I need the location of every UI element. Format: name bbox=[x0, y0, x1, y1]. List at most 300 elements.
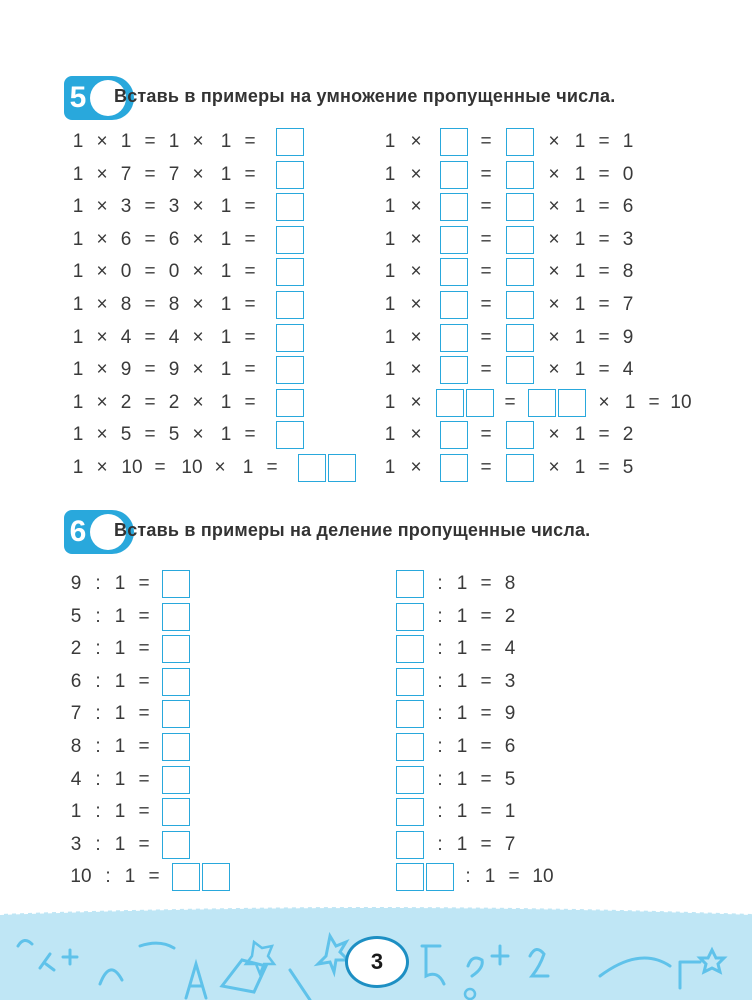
number: 2 bbox=[504, 605, 516, 627]
missing-factor-box[interactable] bbox=[440, 454, 468, 482]
equals-sign: = bbox=[648, 391, 660, 413]
number: 6 bbox=[120, 228, 132, 250]
equals-sign: = bbox=[598, 457, 610, 478]
number: 1 bbox=[574, 196, 586, 218]
equals-sign: = bbox=[144, 228, 156, 250]
number: 1 bbox=[114, 768, 126, 790]
times-sign: × bbox=[410, 261, 422, 283]
equals-sign: = bbox=[598, 131, 610, 152]
dividend-box[interactable] bbox=[396, 570, 424, 598]
times-sign: × bbox=[96, 326, 108, 348]
number: 5 bbox=[622, 457, 634, 478]
equals-sign: = bbox=[244, 228, 256, 250]
answer-box[interactable] bbox=[276, 389, 304, 417]
number: 1 bbox=[72, 294, 84, 315]
equals-sign: = bbox=[480, 261, 492, 283]
number: 0 bbox=[622, 163, 634, 185]
missing-factor-box[interactable] bbox=[440, 291, 468, 319]
times-sign: × bbox=[192, 391, 204, 413]
divide-sign: : bbox=[105, 866, 111, 888]
number: 1 bbox=[574, 261, 586, 283]
number: 1 bbox=[114, 670, 126, 692]
number: 4 bbox=[168, 326, 180, 348]
equals-sign: = bbox=[598, 424, 610, 446]
times-sign: × bbox=[410, 131, 422, 152]
divide-sign: : bbox=[95, 605, 101, 627]
answer-box[interactable] bbox=[276, 356, 304, 384]
equals-sign: = bbox=[138, 833, 150, 855]
times-sign: × bbox=[598, 391, 610, 413]
missing-factor-box[interactable] bbox=[506, 193, 534, 221]
equals-sign: = bbox=[244, 131, 256, 152]
divide-sign: : bbox=[437, 573, 443, 594]
divide-sign: : bbox=[95, 670, 101, 692]
times-sign: × bbox=[410, 424, 422, 446]
times-sign: × bbox=[410, 391, 422, 413]
times-sign: × bbox=[192, 424, 204, 446]
equals-sign: = bbox=[480, 801, 492, 823]
number: 8 bbox=[120, 294, 132, 315]
number: 1 bbox=[114, 638, 126, 660]
answer-box[interactable] bbox=[162, 798, 190, 826]
equals-sign: = bbox=[244, 294, 256, 315]
number: 1 bbox=[114, 605, 126, 627]
number: 4 bbox=[70, 768, 82, 790]
equals-sign: = bbox=[598, 261, 610, 283]
missing-factor-box[interactable] bbox=[558, 389, 586, 417]
missing-factor-box[interactable] bbox=[506, 291, 534, 319]
times-sign: × bbox=[96, 294, 108, 315]
number: 4 bbox=[622, 359, 634, 381]
missing-factor-box[interactable] bbox=[506, 421, 534, 449]
equals-sign: = bbox=[244, 424, 256, 446]
missing-factor-box[interactable] bbox=[506, 128, 534, 156]
number: 1 bbox=[384, 294, 396, 315]
number: 4 bbox=[120, 326, 132, 348]
equals-sign: = bbox=[144, 391, 156, 413]
equals-sign: = bbox=[144, 196, 156, 218]
number: 1 bbox=[242, 457, 254, 478]
times-sign: × bbox=[548, 326, 560, 348]
number: 1 bbox=[622, 131, 634, 152]
divide-sign: : bbox=[95, 801, 101, 823]
number: 2 bbox=[168, 391, 180, 413]
number: 3 bbox=[168, 196, 180, 218]
answer-box[interactable] bbox=[162, 766, 190, 794]
missing-factor-box[interactable] bbox=[436, 389, 464, 417]
times-sign: × bbox=[96, 131, 108, 152]
answer-box[interactable] bbox=[276, 161, 304, 189]
number: 1 bbox=[72, 196, 84, 218]
dividend-box[interactable] bbox=[426, 863, 454, 891]
number: 1 bbox=[504, 801, 516, 823]
times-sign: × bbox=[214, 457, 226, 478]
equals-sign: = bbox=[244, 196, 256, 218]
number: 1 bbox=[456, 833, 468, 855]
equals-sign: = bbox=[504, 391, 516, 413]
number: 1 bbox=[72, 391, 84, 413]
answer-box[interactable] bbox=[162, 603, 190, 631]
answer-box[interactable] bbox=[162, 668, 190, 696]
missing-factor-box[interactable] bbox=[506, 454, 534, 482]
number: 6 bbox=[504, 736, 516, 757]
equals-sign: = bbox=[480, 424, 492, 446]
number: 8 bbox=[70, 736, 82, 757]
number: 1 bbox=[72, 228, 84, 250]
number: 1 bbox=[124, 866, 136, 888]
equals-sign: = bbox=[138, 638, 150, 660]
times-sign: × bbox=[96, 359, 108, 381]
dividend-box[interactable] bbox=[396, 863, 424, 891]
divide-sign: : bbox=[95, 703, 101, 725]
times-sign: × bbox=[548, 228, 560, 250]
times-sign: × bbox=[192, 261, 204, 283]
times-sign: × bbox=[548, 163, 560, 185]
missing-factor-box[interactable] bbox=[440, 161, 468, 189]
equals-sign: = bbox=[144, 131, 156, 152]
answer-box[interactable] bbox=[162, 570, 190, 598]
number: 1 bbox=[574, 457, 586, 478]
number: 1 bbox=[624, 391, 636, 413]
number: 1 bbox=[168, 131, 180, 152]
times-sign: × bbox=[410, 228, 422, 250]
number: 1 bbox=[70, 801, 82, 823]
equals-sign: = bbox=[138, 768, 150, 790]
divide-sign: : bbox=[437, 638, 443, 660]
times-sign: × bbox=[410, 457, 422, 478]
missing-factor-box[interactable] bbox=[506, 356, 534, 384]
equals-sign: = bbox=[598, 294, 610, 315]
equals-sign: = bbox=[480, 670, 492, 692]
times-sign: × bbox=[192, 196, 204, 218]
divide-sign: : bbox=[437, 605, 443, 627]
missing-factor-box[interactable] bbox=[440, 226, 468, 254]
number: 7 bbox=[168, 163, 180, 185]
times-sign: × bbox=[548, 196, 560, 218]
equals-sign: = bbox=[598, 228, 610, 250]
missing-factor-box[interactable] bbox=[440, 421, 468, 449]
number: 1 bbox=[384, 326, 396, 348]
times-sign: × bbox=[548, 131, 560, 152]
number: 1 bbox=[114, 573, 126, 594]
number: 5 bbox=[168, 424, 180, 446]
times-sign: × bbox=[96, 196, 108, 218]
divide-sign: : bbox=[437, 670, 443, 692]
number: 1 bbox=[384, 359, 396, 381]
number: 1 bbox=[220, 424, 232, 446]
equals-sign: = bbox=[266, 457, 278, 478]
equals-sign: = bbox=[244, 261, 256, 283]
number: 8 bbox=[622, 261, 634, 283]
number: 1 bbox=[456, 801, 468, 823]
equals-sign: = bbox=[480, 228, 492, 250]
dividend-box[interactable] bbox=[396, 831, 424, 859]
equals-sign: = bbox=[244, 163, 256, 185]
answer-box[interactable] bbox=[276, 258, 304, 286]
equals-sign: = bbox=[480, 605, 492, 627]
number: 1 bbox=[72, 261, 84, 283]
times-sign: × bbox=[96, 261, 108, 283]
number: 10 bbox=[70, 866, 92, 888]
dividend-box[interactable] bbox=[396, 700, 424, 728]
dividend-box[interactable] bbox=[396, 603, 424, 631]
number: 1 bbox=[456, 670, 468, 692]
answer-box[interactable] bbox=[276, 226, 304, 254]
number: 2 bbox=[120, 391, 132, 413]
number: 7 bbox=[120, 163, 132, 185]
divide-sign: : bbox=[95, 573, 101, 594]
number: 1 bbox=[384, 196, 396, 218]
divide-sign: : bbox=[95, 833, 101, 855]
number: 1 bbox=[456, 573, 468, 594]
number: 1 bbox=[484, 866, 496, 888]
number: 9 bbox=[622, 326, 634, 348]
divide-sign: : bbox=[437, 703, 443, 725]
equals-sign: = bbox=[598, 196, 610, 218]
missing-factor-box[interactable] bbox=[440, 128, 468, 156]
dividend-box[interactable] bbox=[396, 766, 424, 794]
answer-box[interactable] bbox=[298, 454, 326, 482]
answer-box[interactable] bbox=[162, 831, 190, 859]
times-sign: × bbox=[548, 294, 560, 315]
number: 1 bbox=[220, 391, 232, 413]
number: 5 bbox=[70, 605, 82, 627]
answer-box[interactable] bbox=[276, 193, 304, 221]
equals-sign: = bbox=[144, 261, 156, 283]
number: 1 bbox=[114, 736, 126, 757]
answer-box[interactable] bbox=[276, 128, 304, 156]
times-sign: × bbox=[192, 294, 204, 315]
equals-sign: = bbox=[138, 573, 150, 594]
equals-sign: = bbox=[480, 703, 492, 725]
answer-box[interactable] bbox=[276, 421, 304, 449]
equals-sign: = bbox=[138, 736, 150, 757]
number: 1 bbox=[456, 605, 468, 627]
number: 1 bbox=[574, 424, 586, 446]
equals-sign: = bbox=[508, 866, 520, 888]
number: 1 bbox=[574, 163, 586, 185]
number: 1 bbox=[456, 768, 468, 790]
number: 0 bbox=[120, 261, 132, 283]
equals-sign: = bbox=[480, 638, 492, 660]
number: 5 bbox=[120, 424, 132, 446]
page-number: 3 bbox=[345, 936, 409, 988]
number: 9 bbox=[70, 573, 82, 594]
equals-sign: = bbox=[480, 163, 492, 185]
equals-sign: = bbox=[598, 163, 610, 185]
missing-factor-box[interactable] bbox=[506, 226, 534, 254]
number: 1 bbox=[384, 131, 396, 152]
number: 9 bbox=[168, 359, 180, 381]
number: 4 bbox=[504, 638, 516, 660]
times-sign: × bbox=[192, 131, 204, 152]
equals-sign: = bbox=[138, 703, 150, 725]
divide-sign: : bbox=[465, 866, 471, 888]
number: 7 bbox=[504, 833, 516, 855]
number: 7 bbox=[70, 703, 82, 725]
times-sign: × bbox=[96, 228, 108, 250]
number: 1 bbox=[574, 359, 586, 381]
number: 10 bbox=[181, 457, 203, 478]
number: 1 bbox=[384, 457, 396, 478]
times-sign: × bbox=[548, 261, 560, 283]
equals-sign: = bbox=[480, 736, 492, 757]
number: 1 bbox=[574, 326, 586, 348]
number: 1 bbox=[384, 391, 396, 413]
divide-sign: : bbox=[437, 801, 443, 823]
number: 10 bbox=[670, 391, 692, 413]
divide-sign: : bbox=[437, 736, 443, 757]
number: 1 bbox=[220, 294, 232, 315]
equals-sign: = bbox=[480, 326, 492, 348]
equals-sign: = bbox=[480, 131, 492, 152]
times-sign: × bbox=[192, 163, 204, 185]
task-6-title: Вставь в примеры на деление пропущенные числа. bbox=[114, 520, 591, 540]
number: 1 bbox=[72, 326, 84, 348]
missing-factor-box[interactable] bbox=[440, 258, 468, 286]
task-6-number: 6 bbox=[69, 515, 87, 548]
times-sign: × bbox=[96, 391, 108, 413]
number: 1 bbox=[220, 228, 232, 250]
number: 1 bbox=[574, 131, 586, 152]
times-sign: × bbox=[192, 326, 204, 348]
missing-factor-box[interactable] bbox=[506, 258, 534, 286]
number: 1 bbox=[72, 359, 84, 381]
times-sign: × bbox=[548, 457, 560, 478]
equals-sign: = bbox=[480, 833, 492, 855]
missing-factor-box[interactable] bbox=[440, 356, 468, 384]
equals-sign: = bbox=[154, 457, 166, 478]
equals-sign: = bbox=[480, 294, 492, 315]
missing-factor-box[interactable] bbox=[506, 324, 534, 352]
number: 3 bbox=[504, 670, 516, 692]
answer-box[interactable] bbox=[276, 291, 304, 319]
number: 1 bbox=[456, 703, 468, 725]
equals-sign: = bbox=[144, 359, 156, 381]
number: 1 bbox=[574, 294, 586, 315]
equals-sign: = bbox=[138, 670, 150, 692]
missing-factor-box[interactable] bbox=[506, 161, 534, 189]
number: 1 bbox=[220, 261, 232, 283]
number: 10 bbox=[121, 457, 143, 478]
number: 1 bbox=[220, 359, 232, 381]
times-sign: × bbox=[96, 457, 108, 478]
equals-sign: = bbox=[144, 326, 156, 348]
number: 1 bbox=[220, 131, 232, 152]
equals-sign: = bbox=[480, 768, 492, 790]
dividend-box[interactable] bbox=[396, 798, 424, 826]
missing-factor-box[interactable] bbox=[440, 193, 468, 221]
number: 1 bbox=[120, 131, 132, 152]
number: 2 bbox=[622, 424, 634, 446]
number: 5 bbox=[504, 768, 516, 790]
equals-sign: = bbox=[480, 573, 492, 594]
equals-sign: = bbox=[138, 801, 150, 823]
number: 10 bbox=[532, 866, 554, 888]
divide-sign: : bbox=[437, 768, 443, 790]
answer-box[interactable] bbox=[172, 863, 200, 891]
times-sign: × bbox=[548, 359, 560, 381]
number: 8 bbox=[168, 294, 180, 315]
number: 1 bbox=[574, 228, 586, 250]
answer-box[interactable] bbox=[328, 454, 356, 482]
number: 1 bbox=[114, 833, 126, 855]
equals-sign: = bbox=[148, 866, 160, 888]
number: 1 bbox=[72, 424, 84, 446]
number: 1 bbox=[384, 163, 396, 185]
number: 6 bbox=[622, 196, 634, 218]
equals-sign: = bbox=[244, 326, 256, 348]
number: 1 bbox=[384, 228, 396, 250]
dividend-box[interactable] bbox=[396, 668, 424, 696]
number: 1 bbox=[114, 703, 126, 725]
equals-sign: = bbox=[244, 359, 256, 381]
answer-box[interactable] bbox=[202, 863, 230, 891]
times-sign: × bbox=[96, 163, 108, 185]
number: 6 bbox=[168, 228, 180, 250]
missing-factor-box[interactable] bbox=[528, 389, 556, 417]
equals-sign: = bbox=[598, 326, 610, 348]
equals-sign: = bbox=[480, 457, 492, 478]
times-sign: × bbox=[410, 163, 422, 185]
number: 1 bbox=[384, 261, 396, 283]
number: 1 bbox=[220, 326, 232, 348]
task-5-number: 5 bbox=[69, 81, 87, 114]
equals-sign: = bbox=[480, 196, 492, 218]
task-5-title: Вставь в примеры на умножение пропущенные числа. bbox=[114, 86, 616, 106]
times-sign: × bbox=[192, 228, 204, 250]
dividend-box[interactable] bbox=[396, 635, 424, 663]
missing-factor-box[interactable] bbox=[466, 389, 494, 417]
divide-sign: : bbox=[95, 736, 101, 757]
number: 1 bbox=[220, 163, 232, 185]
number: 1 bbox=[456, 736, 468, 757]
answer-box[interactable] bbox=[162, 700, 190, 728]
number: 7 bbox=[622, 294, 634, 315]
number: 8 bbox=[504, 573, 516, 594]
missing-factor-box[interactable] bbox=[440, 324, 468, 352]
number: 9 bbox=[504, 703, 516, 725]
equals-sign: = bbox=[480, 359, 492, 381]
equals-sign: = bbox=[244, 391, 256, 413]
answer-box[interactable] bbox=[162, 733, 190, 761]
number: 1 bbox=[456, 638, 468, 660]
times-sign: × bbox=[410, 359, 422, 381]
number: 3 bbox=[70, 833, 82, 855]
number: 6 bbox=[70, 670, 82, 692]
number: 3 bbox=[622, 228, 634, 250]
number: 0 bbox=[168, 261, 180, 283]
equals-sign: = bbox=[144, 294, 156, 315]
times-sign: × bbox=[548, 424, 560, 446]
number: 1 bbox=[220, 196, 232, 218]
dividend-box[interactable] bbox=[396, 733, 424, 761]
equals-sign: = bbox=[138, 605, 150, 627]
times-sign: × bbox=[96, 424, 108, 446]
number: 1 bbox=[114, 801, 126, 823]
number: 1 bbox=[72, 131, 84, 152]
times-sign: × bbox=[192, 359, 204, 381]
number: 3 bbox=[120, 196, 132, 218]
number: 9 bbox=[120, 359, 132, 381]
divide-sign: : bbox=[95, 768, 101, 790]
equals-sign: = bbox=[144, 424, 156, 446]
number: 1 bbox=[72, 457, 84, 478]
answer-box[interactable] bbox=[276, 324, 304, 352]
equals-sign: = bbox=[144, 163, 156, 185]
times-sign: × bbox=[410, 326, 422, 348]
answer-box[interactable] bbox=[162, 635, 190, 663]
